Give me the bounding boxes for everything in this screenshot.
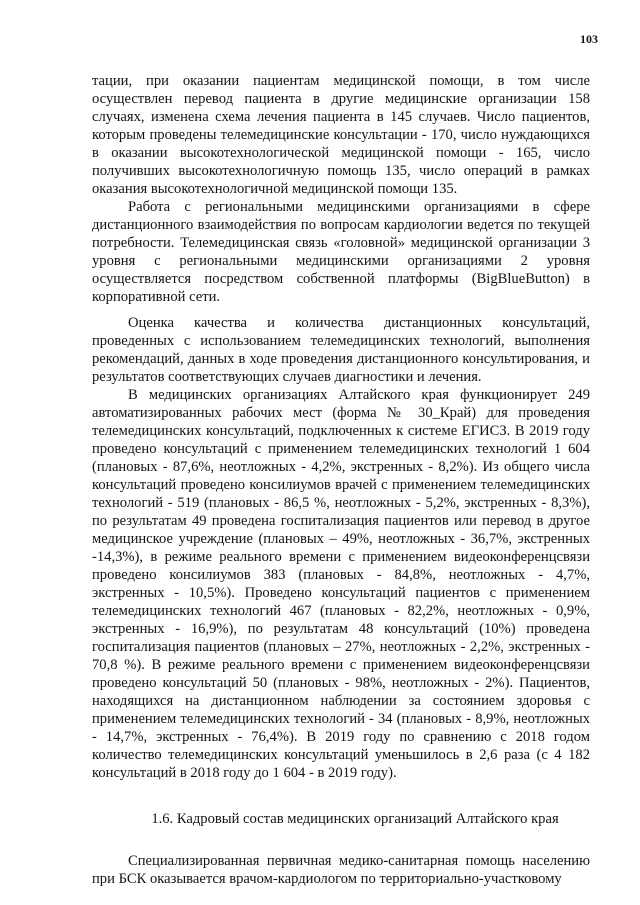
- paragraph-specialized-care: Специализированная первичная медико-санитарная помощь населению при БСК оказывается врачом-кардиологом по территориально-участковому: [92, 853, 590, 887]
- page-content: [92, 72, 590, 888]
- paragraph-regional-cooperation: Работа с региональными медицинскими организациями в сфере дистанционного взаимодействия по вопросам кардиологии ведется по текущей потребности. Телемедицинская связь «головной» медицинской организации 3 уровня с региональными медицинскими организациями 2 уровня осуществляется посредством собственной платформы (BigBlueButton) в корпоративной сети.: [92, 199, 590, 305]
- paragraph-quality-assessment: Оценка качества и количества дистанционных консультаций, проведенных с использованием телемедицинских технологий, выполнения рекомендаций, данных в ходе проведения дистанционного консультирования, и результатов соответствующих случаев диагностики и лечения.: [92, 315, 590, 385]
- page-number: 103: [580, 32, 598, 46]
- section-heading: 1.6. Кадровый состав медицинских организаций Алтайского края: [151, 811, 559, 827]
- paragraph-telemedicine-results: тации, при оказании пациентам медицинской помощи, в том числе осуществлен перевод пациента в другие медицинские организации 158 случаях, изменена схема лечения пациента в 145 случаев. Число пациентов, которым проведены телемедицинские консультации - 170, число нуждающихся в оказании высокотехнологической медицинской помощи - 165, число получивших высокотехнологичную помощь 135, число операций в рамках оказания высокотехнологичной медицинской помощи 135.: [92, 73, 590, 197]
- paragraph-telemedicine-statistics: В медицинских организациях Алтайского края функционирует 249 автоматизированных рабочих мест (форма № 30_Край) для проведения телемедицинских консультаций, подключенных к системе ЕГИСЗ. В 2019 году проведено консультаций с применением телемедицинских технологий 1 604 (плановых - 87,6%, неотложных - 4,2%, экстренных - 8,2%). Из общего числа консультаций проведено консилиумов врачей с применением телемедицинских технологий - 519 (плановых - 86,5 %, неотложных - 5,2%, экстренных - 8,3%), по результатам 49 проведена госпитализация пациентов или перевод в другое медицинское учреждение (плановых – 49%, неотложных - 36,7%, экстренных -14,3%), в режиме реального времени с применением видеоконференцсвязи проведено консилиумов 383 (плановых - 84,8%, неотложных - 4,7%, экстренных - 10,5%). Проведено консультаций пациентов с применением телемедицинских технологий 467 (плановых - 82,2%, неотложных - 0,9%, экстренных - 16,9%), по результатам 48 консультаций (10%) проведена госпитализация пациентов (плановых – 27%, неотложных - 2,2%, экстренных - 70,8 %). В режиме реального времени с применением видеоконференцсвязи проведено консультаций 50 (плановых - 98%, неотложных - 2%). Пациентов, находящихся на дистанционном наблюдении за состоянием здоровья с применением телемедицинских технологий - 34 (плановых - 8,9%, неотложных - 14,7%, экстренных - 76,4%). В 2019 году по сравнению с 2018 годом количество телемедицинских консультаций уменьшилось в 2,6 раза (с 4 182 консультаций в 2018 году до 1 604 - в 2019 году).: [92, 387, 590, 781]
